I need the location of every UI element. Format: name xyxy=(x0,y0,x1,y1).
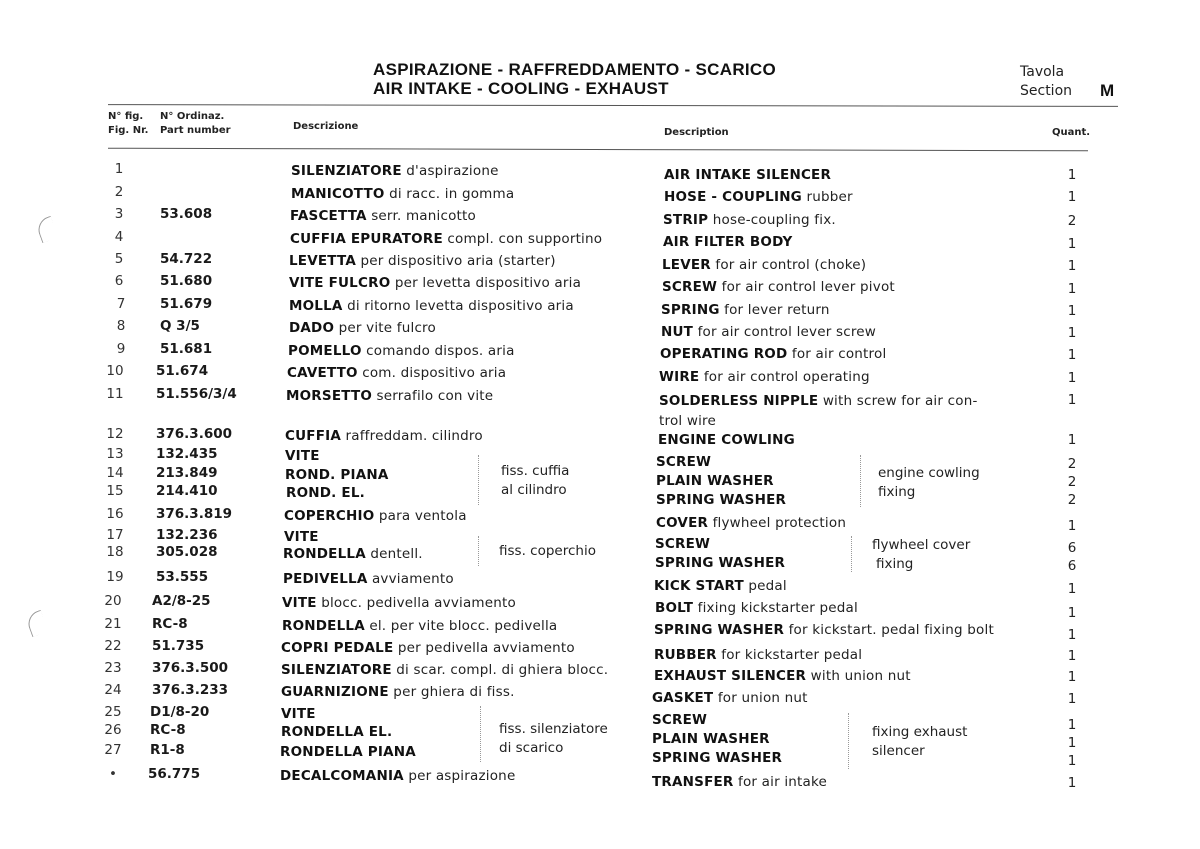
description-italian xyxy=(285,428,483,444)
part-number: 376.3.819 xyxy=(156,506,233,522)
part-number: 51.681 xyxy=(160,341,213,357)
description-italian-name: COPRI PEDALE xyxy=(281,640,394,656)
description-english-detail: for air control lever pivot xyxy=(717,279,895,295)
part-number: 54.722 xyxy=(160,251,213,267)
quantity: 1 xyxy=(1067,691,1077,707)
group-bracket-en-1 xyxy=(860,455,861,507)
quantity: 1 xyxy=(1067,325,1077,341)
description-italian-detail: el. per vite blocc. pedivella xyxy=(364,618,558,634)
description-italian-name: DADO xyxy=(289,320,335,336)
description-italian-name: DECALCOMANIA xyxy=(280,768,404,784)
fig-number: 6 xyxy=(114,273,124,289)
part-number: 132.435 xyxy=(156,446,218,462)
part-number: R1-8 xyxy=(150,742,185,758)
description-english-detail: hose-coupling fix. xyxy=(708,212,836,228)
description-italian-detail: per vite fulcro xyxy=(334,320,436,336)
description-italian xyxy=(281,640,575,656)
group-bracket-it-1 xyxy=(478,455,479,505)
description-english-name: SCREW xyxy=(662,279,718,295)
part-number: D1/8-20 xyxy=(150,704,210,720)
part-number: 376.3.500 xyxy=(152,660,229,676)
part-number: 51.679 xyxy=(160,296,213,312)
description-english xyxy=(662,257,866,273)
tavola-label: Tavola xyxy=(1020,64,1065,80)
fig-number: 10 xyxy=(106,363,124,379)
description-italian xyxy=(283,546,423,562)
description-italian xyxy=(280,744,416,760)
description-english-name: HOSE - COUPLING xyxy=(664,189,802,205)
part-number: 51.735 xyxy=(152,638,205,654)
description-english xyxy=(663,212,836,228)
quantity: 1 xyxy=(1067,669,1077,685)
description-english-detail: for air intake xyxy=(733,774,828,790)
description-english xyxy=(664,189,853,205)
description-italian-name: RONDELLA xyxy=(282,618,365,634)
description-italian-name: RONDELLA PIANA xyxy=(280,744,416,760)
col-desc-en-header: Description xyxy=(664,127,729,138)
description-italian-detail: di ritorno levetta dispositivo aria xyxy=(342,298,574,314)
quantity: 1 xyxy=(1067,281,1077,297)
description-english-name: RUBBER xyxy=(654,647,717,663)
part-number: 51.556/3/4 xyxy=(156,386,237,402)
fig-number: 11 xyxy=(106,386,124,402)
description-english xyxy=(652,712,707,728)
description-italian-detail: para ventola xyxy=(374,508,467,524)
description-english-detail: pedal xyxy=(743,578,787,594)
description-english-name: NUT xyxy=(661,324,694,340)
description-italian xyxy=(289,298,574,314)
description-italian-name: FASCETTA xyxy=(290,208,367,224)
group-note-en-3 xyxy=(872,723,967,761)
description-italian-name: ROND. EL. xyxy=(286,485,365,501)
description-italian-detail: compl. con supportino xyxy=(442,231,603,247)
description-italian-detail: serrafilo con vite xyxy=(372,388,494,404)
description-english-detail: for kickstarter pedal xyxy=(716,647,863,663)
group-note-it-3 xyxy=(499,720,608,758)
part-number: 51.680 xyxy=(160,273,213,289)
description-english xyxy=(652,750,782,766)
fig-number: 23 xyxy=(104,660,122,676)
description-italian-detail: avviamento xyxy=(367,571,454,587)
description-italian-detail: com. dispositivo aria xyxy=(357,365,507,381)
description-italian-name: ROND. PIANA xyxy=(285,467,389,483)
description-english-name: SCREW xyxy=(655,536,711,552)
group-bracket-it-3 xyxy=(480,706,481,762)
description-english-detail: for lever return xyxy=(719,302,830,318)
fig-number: • xyxy=(109,766,117,782)
binder-hole-mark-top xyxy=(35,216,59,243)
description-english-name: AIR FILTER BODY xyxy=(663,234,793,250)
description-italian-name: CAVETTO xyxy=(287,365,358,381)
description-english-name: SPRING WASHER xyxy=(654,622,785,638)
group-note-en-1-line1: engine cowling xyxy=(878,465,980,481)
quantity: 6 xyxy=(1067,558,1077,574)
group-bracket-en-3 xyxy=(848,713,849,769)
quantity: 6 xyxy=(1067,540,1077,556)
fig-number: 18 xyxy=(106,544,124,560)
description-english xyxy=(656,492,786,508)
description-italian-name: VITE FULCRO xyxy=(289,275,391,291)
description-italian-detail: per levetta dispositivo aria xyxy=(390,275,582,291)
quantity: 1 xyxy=(1067,605,1077,621)
quantity: 1 xyxy=(1067,370,1077,386)
description-english xyxy=(656,473,774,489)
header-rule-top xyxy=(108,104,1118,107)
part-number: 213.849 xyxy=(156,465,218,481)
description-italian-detail: per dispositivo aria (starter) xyxy=(356,253,556,269)
quantity: 1 xyxy=(1067,735,1077,751)
description-english-name: SCREW xyxy=(656,454,712,470)
part-number: A2/8-25 xyxy=(152,593,211,609)
quantity: 1 xyxy=(1067,303,1077,319)
description-italian-name: CUFFIA EPURATORE xyxy=(290,231,443,247)
fig-number: 14 xyxy=(106,465,124,481)
description-italian-detail: comando dispos. aria xyxy=(361,343,515,359)
group-note-en-2 xyxy=(872,536,970,574)
description-italian xyxy=(286,485,365,501)
description-italian xyxy=(287,365,506,381)
part-number: 376.3.233 xyxy=(152,682,229,698)
description-english xyxy=(654,622,994,638)
description-english-name: AIR INTAKE SILENCER xyxy=(664,167,832,183)
binder-hole-mark-bottom xyxy=(25,610,49,637)
col-qty-header: Quant. xyxy=(1052,127,1091,138)
description-english-name: ENGINE COWLING xyxy=(658,432,795,448)
description-italian-name: VITE xyxy=(284,529,319,545)
fig-number: 17 xyxy=(106,527,124,543)
description-english-detail: for air control lever screw xyxy=(693,324,877,340)
group-note-it-1 xyxy=(501,462,569,500)
description-english-name: SCREW xyxy=(652,712,708,728)
fig-number: 9 xyxy=(116,341,126,357)
description-english-continuation: trol wire xyxy=(659,413,716,429)
quantity: 1 xyxy=(1067,775,1077,791)
description-english xyxy=(664,167,831,183)
part-number: 305.028 xyxy=(156,544,218,560)
description-italian-name: COPERCHIO xyxy=(284,508,375,524)
description-italian xyxy=(282,618,557,634)
group-note-en-2-line2: fixing xyxy=(876,556,914,572)
description-english-name: SPRING WASHER xyxy=(652,750,783,766)
description-italian xyxy=(291,163,499,179)
description-english xyxy=(661,324,876,340)
description-english xyxy=(652,690,808,706)
title-english: AIR INTAKE - COOLING - EXHAUST xyxy=(373,79,669,98)
quantity: 1 xyxy=(1067,189,1077,205)
quantity: 2 xyxy=(1067,492,1077,508)
quantity: 1 xyxy=(1067,236,1077,252)
description-italian-detail: dentell. xyxy=(365,546,423,562)
group-note-it-1-line1: fiss. cuffia xyxy=(501,463,570,479)
fig-number: 15 xyxy=(106,483,124,499)
description-english xyxy=(655,536,710,552)
description-italian-detail: di racc. in gomma xyxy=(384,186,515,202)
description-english xyxy=(660,346,886,362)
description-italian-detail: per pedivella avviamento xyxy=(393,640,575,656)
fig-number: 5 xyxy=(114,251,124,267)
description-italian-detail: blocc. pedivella avviamento xyxy=(316,595,516,611)
description-italian xyxy=(289,253,556,269)
description-italian-name: VITE xyxy=(285,448,320,464)
part-number: 132.236 xyxy=(156,527,218,543)
fig-number: 2 xyxy=(114,184,124,200)
description-english-name: COVER xyxy=(656,515,709,531)
group-note-it-3-line1: fiss. silenziatore xyxy=(499,721,608,737)
quantity: 1 xyxy=(1067,518,1077,534)
description-english-detail: for air control xyxy=(787,346,887,362)
header-rule-bottom xyxy=(108,148,1088,152)
fig-number: 27 xyxy=(104,742,122,758)
description-english xyxy=(654,668,911,684)
description-english-name: TRANSFER xyxy=(652,774,734,790)
description-italian-detail: per aspirazione xyxy=(403,768,516,784)
description-english-detail: for air control (choke) xyxy=(710,257,867,273)
description-italian-name: VITE xyxy=(282,595,317,611)
part-number: RC-8 xyxy=(150,722,186,738)
quantity: 1 xyxy=(1067,717,1077,733)
description-italian-name: VITE xyxy=(281,706,316,722)
col-fig-header xyxy=(108,110,148,138)
description-english xyxy=(652,774,827,790)
description-italian xyxy=(289,320,436,336)
group-note-en-3-line1: fixing exhaust xyxy=(872,724,968,740)
description-italian-detail: per ghiera di fiss. xyxy=(388,684,515,700)
description-english-detail: with union nut xyxy=(806,668,911,684)
group-note-en-1-line2: fixing xyxy=(878,484,916,500)
group-bracket-en-2 xyxy=(851,536,852,572)
description-italian-detail: di scar. compl. di ghiera blocc. xyxy=(391,662,609,678)
description-english xyxy=(655,600,858,616)
description-english xyxy=(654,647,862,663)
quantity: 2 xyxy=(1067,213,1077,229)
col-fig-it: N° fig. xyxy=(108,111,144,122)
description-italian-name: SILENZIATORE xyxy=(291,163,402,179)
description-italian-name: PEDIVELLA xyxy=(283,571,368,587)
description-english-name: WIRE xyxy=(659,369,700,385)
description-italian xyxy=(283,571,454,587)
col-part-it: N° Ordinaz. xyxy=(160,111,225,122)
fig-number: 26 xyxy=(104,722,122,738)
description-italian-name: MANICOTTO xyxy=(291,186,385,202)
description-english xyxy=(654,578,787,594)
quantity: 1 xyxy=(1067,581,1077,597)
description-english-name: STRIP xyxy=(663,212,709,228)
description-english-detail: for kickstart. pedal fixing bolt xyxy=(784,622,994,638)
description-english xyxy=(659,392,978,431)
description-italian xyxy=(289,275,581,291)
group-note-en-1 xyxy=(878,464,980,502)
description-italian xyxy=(281,706,316,722)
description-english-name: BOLT xyxy=(655,600,694,616)
section-label: Section xyxy=(1020,83,1073,99)
description-italian xyxy=(280,768,515,784)
part-number: 53.608 xyxy=(160,206,213,222)
description-italian-name: SILENZIATORE xyxy=(281,662,392,678)
quantity: 1 xyxy=(1067,627,1077,643)
fig-number: 7 xyxy=(116,296,126,312)
fig-number: 3 xyxy=(114,206,124,222)
title-italian: ASPIRAZIONE - RAFFREDDAMENTO - SCARICO xyxy=(373,60,777,79)
description-english-name: OPERATING ROD xyxy=(660,346,788,362)
description-italian-name: RONDELLA EL. xyxy=(281,724,393,740)
description-italian-name: CUFFIA xyxy=(285,428,341,444)
part-number: 56.775 xyxy=(148,766,201,782)
description-italian-name: MORSETTO xyxy=(286,388,373,404)
quantity: 1 xyxy=(1067,167,1077,183)
fig-number: 13 xyxy=(106,446,124,462)
description-italian xyxy=(286,388,493,404)
fig-number: 24 xyxy=(104,682,122,698)
description-italian xyxy=(282,595,516,611)
quantity: 1 xyxy=(1067,432,1077,448)
description-italian xyxy=(291,186,514,202)
description-italian xyxy=(290,231,602,247)
description-italian xyxy=(281,662,608,678)
description-italian xyxy=(281,684,515,700)
col-part-en: Part number xyxy=(160,125,231,136)
fig-number: 20 xyxy=(104,593,122,609)
description-english-name: SPRING xyxy=(661,302,720,318)
section-letter: M xyxy=(1100,81,1115,100)
description-english-name: EXHAUST SILENCER xyxy=(654,668,807,684)
description-italian xyxy=(285,467,389,483)
description-italian-name: LEVETTA xyxy=(289,253,357,269)
group-note-it-1-line2: al cilindro xyxy=(501,482,567,498)
description-english-name: SPRING WASHER xyxy=(655,555,786,571)
description-italian-name: POMELLO xyxy=(288,343,362,359)
quantity: 2 xyxy=(1067,474,1077,490)
fig-number: 4 xyxy=(114,229,124,245)
description-english xyxy=(658,432,795,448)
description-english xyxy=(663,234,792,250)
col-fig-en: Fig. Nr. xyxy=(108,125,149,136)
description-italian-name: MOLLA xyxy=(289,298,343,314)
part-number: 53.555 xyxy=(156,569,209,585)
description-english xyxy=(655,555,785,571)
part-number: 51.674 xyxy=(156,363,209,379)
description-english xyxy=(661,302,830,318)
description-italian xyxy=(285,448,320,464)
fig-number: 25 xyxy=(104,704,122,720)
quantity: 1 xyxy=(1067,753,1077,769)
fig-number: 21 xyxy=(104,616,122,632)
group-note-en-3-line2: silencer xyxy=(872,743,925,759)
part-number: 376.3.600 xyxy=(156,426,233,442)
description-english xyxy=(656,515,846,531)
group-note-it-2-line1: fiss. coperchio xyxy=(499,543,596,559)
fig-number: 8 xyxy=(116,318,126,334)
description-english-detail: flywheel protection xyxy=(708,515,847,531)
col-part-header xyxy=(160,110,231,138)
quantity: 1 xyxy=(1067,347,1077,363)
description-english-name: SPRING WASHER xyxy=(656,492,787,508)
description-italian-detail: d'aspirazione xyxy=(401,163,499,179)
description-italian xyxy=(290,208,476,224)
description-english-name: SOLDERLESS NIPPLE xyxy=(659,393,819,409)
description-italian-name: GUARNIZIONE xyxy=(281,684,389,700)
description-italian xyxy=(281,724,392,740)
part-number: RC-8 xyxy=(152,616,188,632)
description-english-name: PLAIN WASHER xyxy=(656,473,774,489)
description-english xyxy=(656,454,711,470)
col-desc-it-header: Descrizione xyxy=(293,121,359,132)
description-english-detail: with screw for air con- xyxy=(818,393,978,409)
fig-number: 19 xyxy=(106,569,124,585)
quantity: 1 xyxy=(1067,258,1077,274)
description-english-name: LEVER xyxy=(662,257,711,273)
description-english-name: GASKET xyxy=(652,690,714,706)
group-note-en-2-line1: flywheel cover xyxy=(872,537,971,553)
description-english xyxy=(662,279,895,295)
description-italian-name: RONDELLA xyxy=(283,546,366,562)
description-italian-detail: raffreddam. cilindro xyxy=(341,428,483,444)
fig-number: 12 xyxy=(106,426,124,442)
description-english-name: KICK START xyxy=(654,578,744,594)
quantity: 1 xyxy=(1067,392,1077,408)
quantity: 1 xyxy=(1067,648,1077,664)
description-english-name: PLAIN WASHER xyxy=(652,731,770,747)
description-english-detail: for union nut xyxy=(713,690,808,706)
description-italian xyxy=(284,508,467,524)
part-number: Q 3/5 xyxy=(160,318,200,334)
description-english xyxy=(659,369,870,385)
description-italian-detail: serr. manicotto xyxy=(366,208,476,224)
description-english-detail: fixing kickstarter pedal xyxy=(693,600,858,616)
description-italian xyxy=(288,343,515,359)
group-note-it-2 xyxy=(499,542,596,561)
part-number: 214.410 xyxy=(156,483,218,499)
fig-number: 16 xyxy=(106,506,124,522)
description-english xyxy=(652,731,770,747)
quantity: 2 xyxy=(1067,456,1077,472)
group-bracket-it-2 xyxy=(478,536,479,566)
group-note-it-3-line2: di scarico xyxy=(499,740,564,756)
fig-number: 1 xyxy=(114,161,124,177)
fig-number: 22 xyxy=(104,638,122,654)
description-italian xyxy=(284,529,319,545)
description-english-detail: for air control operating xyxy=(699,369,870,385)
description-english-detail: rubber xyxy=(801,189,853,205)
